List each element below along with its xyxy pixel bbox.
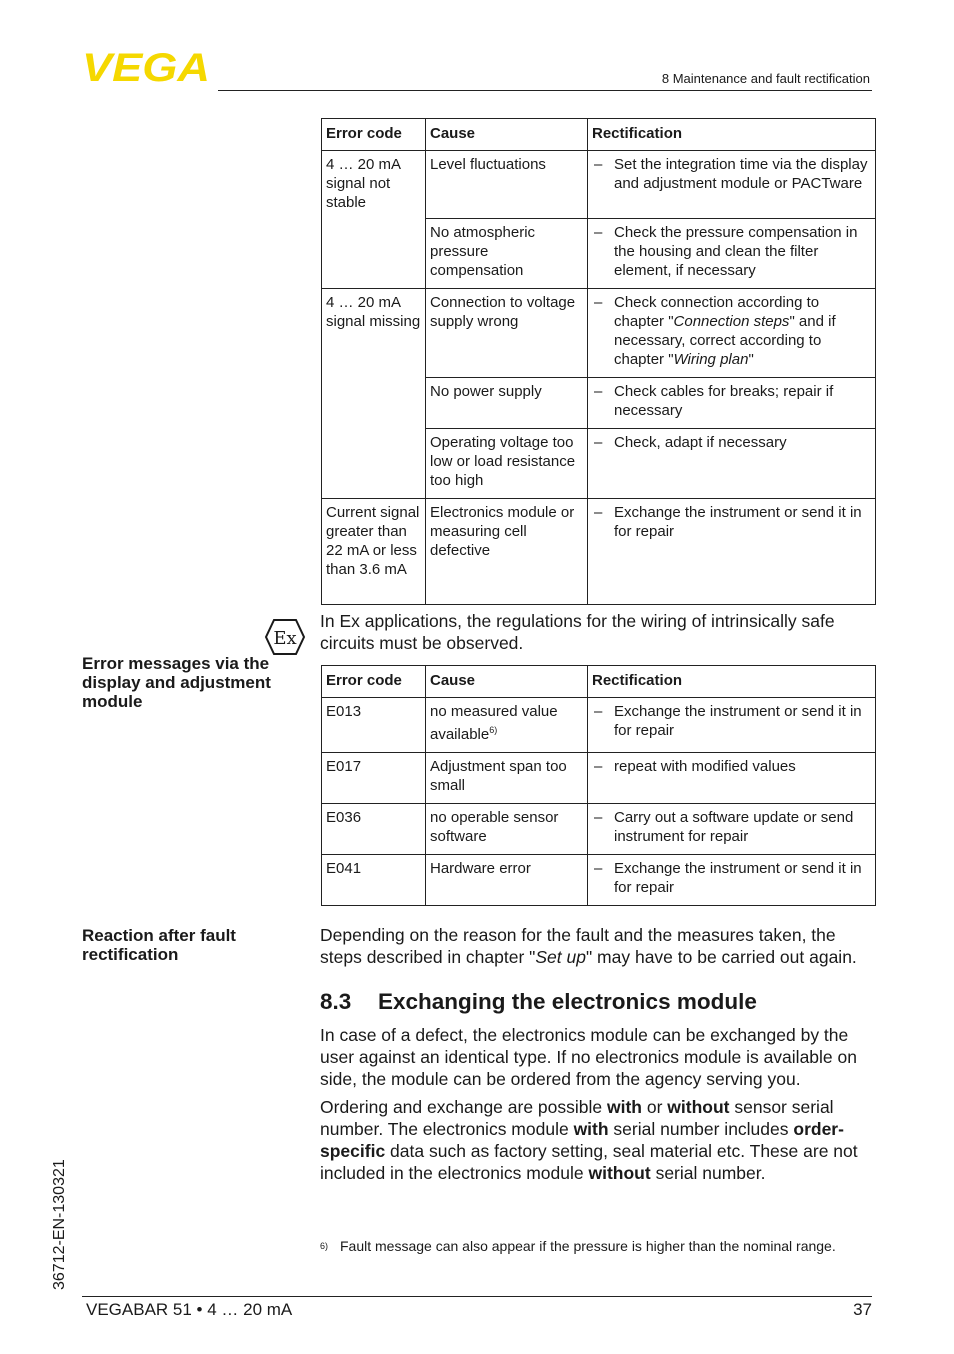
rectification-cell: – repeat with modified values bbox=[588, 753, 876, 804]
cause-cell: Electronics module or measuring cell defective bbox=[426, 499, 588, 605]
table-row bbox=[322, 753, 876, 804]
section-number: 8.3 bbox=[320, 989, 352, 1014]
cause-cell: no operable sensor software bbox=[426, 804, 588, 855]
cause-cell: Connection to voltage supply wrong bbox=[426, 289, 588, 378]
footnote bbox=[320, 1237, 860, 1256]
cause-cell: Hardware error bbox=[426, 855, 588, 906]
section-heading bbox=[320, 989, 757, 1015]
column-header: Cause bbox=[426, 666, 588, 698]
ex-note: In Ex applications, the regulations for the wiring of intrinsically safe circuits must be observed. bbox=[320, 611, 835, 653]
side-heading-error-messages: Error messages via the display and adjustment module bbox=[82, 654, 271, 711]
column-header: Error code bbox=[322, 119, 426, 151]
error-code-cell: E041 bbox=[322, 855, 426, 906]
cause-cell: no measured value available$^{6)}$ bbox=[426, 698, 588, 753]
rectification-cell: – Exchange the instrument or send it in for repair bbox=[588, 698, 876, 753]
rectification-cell: – Carry out a software update or send instrument for repair bbox=[588, 804, 876, 855]
cause-cell: Operating voltage too low or load resistance too high bbox=[426, 429, 588, 499]
column-header: Cause bbox=[426, 119, 588, 151]
side-heading-reaction: Reaction after fault rectification bbox=[82, 926, 236, 964]
cause-cell: Adjustment span too small bbox=[426, 753, 588, 804]
vega-logo bbox=[82, 50, 212, 84]
table-row bbox=[322, 855, 876, 906]
footer-divider bbox=[82, 1296, 872, 1297]
error-code-cell: E013 bbox=[322, 698, 426, 753]
table-header-row bbox=[322, 666, 876, 698]
fault-table-error-codes bbox=[321, 665, 876, 906]
error-code-cell: E017 bbox=[322, 753, 426, 804]
column-header: Rectification bbox=[588, 666, 876, 698]
document-id: 36712-EN-130321 bbox=[51, 1159, 68, 1290]
table-row bbox=[322, 804, 876, 855]
footnote-ref: 6) bbox=[489, 725, 498, 735]
paragraph-ordering: Ordering and exchange are possible with or without sensor serial number. The electronics module with serial number includes order-specific data such as factory setting, seal material etc. These are not included in the electronics module without serial number. bbox=[320, 1097, 858, 1183]
column-header: Rectification bbox=[588, 119, 876, 151]
ex-symbol-text: Ex bbox=[273, 628, 297, 649]
rectification-cell: – Set the integration time via the display and adjustment module or PACTware bbox=[588, 151, 876, 219]
cause-cell: Level fluctuations bbox=[426, 151, 588, 219]
rectification-cell: – Exchange the instrument or send it in for repair bbox=[588, 855, 876, 906]
reaction-paragraph: Depending on the reason for the fault and the measures taken, the steps described in chapter "Set up" may have to be carried out again. bbox=[320, 925, 857, 967]
fault-table-analog bbox=[321, 118, 876, 605]
vega-logo-text: VEGA bbox=[82, 50, 210, 84]
column-header: Error code bbox=[322, 666, 426, 698]
section-title: Exchanging the electronics module bbox=[378, 989, 757, 1014]
table-row bbox=[322, 289, 876, 378]
error-code-cell: 4 … 20 mA signal missing bbox=[322, 289, 426, 499]
footer-product: VEGABAR 51 • 4 … 20 mA bbox=[86, 1300, 293, 1319]
header-section-title: 8 Maintenance and fault rectification bbox=[661, 71, 870, 86]
rectification-cell: – Check the pressure compensation in the housing and clean the filter element, if necessary bbox=[588, 219, 876, 289]
rectification-cell: – Check, adapt if necessary bbox=[588, 429, 876, 499]
cause-cell: No atmospheric pressure compensation bbox=[426, 219, 588, 289]
page-number: 37 bbox=[853, 1300, 872, 1319]
paragraph-defect: In case of a defect, the electronics module can be exchanged by the user against an identical type. If no electronics module is available on side, the module can be ordered from the agency serving you. bbox=[320, 1025, 857, 1089]
footnote-text: Fault message can also appear if the pressure is higher than the nominal range. bbox=[340, 1238, 836, 1254]
footnote-mark: 6) bbox=[320, 1241, 329, 1251]
ex-protection-icon bbox=[264, 618, 306, 656]
table-row bbox=[322, 698, 876, 753]
rectification-cell: – Check cables for breaks; repair if necessary bbox=[588, 378, 876, 429]
table-row bbox=[322, 499, 876, 605]
cause-cell: No power supply bbox=[426, 378, 588, 429]
error-code-cell: 4 … 20 mA signal not stable bbox=[322, 151, 426, 289]
error-code-cell: Current signal greater than 22 mA or less than 3.6 mA bbox=[322, 499, 426, 605]
table-row bbox=[322, 151, 876, 219]
error-code-cell: E036 bbox=[322, 804, 426, 855]
table-header-row bbox=[322, 119, 876, 151]
rectification-cell: – Exchange the instrument or send it in for repair bbox=[588, 499, 876, 605]
header-divider bbox=[218, 90, 872, 91]
rectification-cell: – Check connection according to chapter "Connection steps" and if necessary, correct according to chapter "Wiring plan" bbox=[588, 289, 876, 378]
